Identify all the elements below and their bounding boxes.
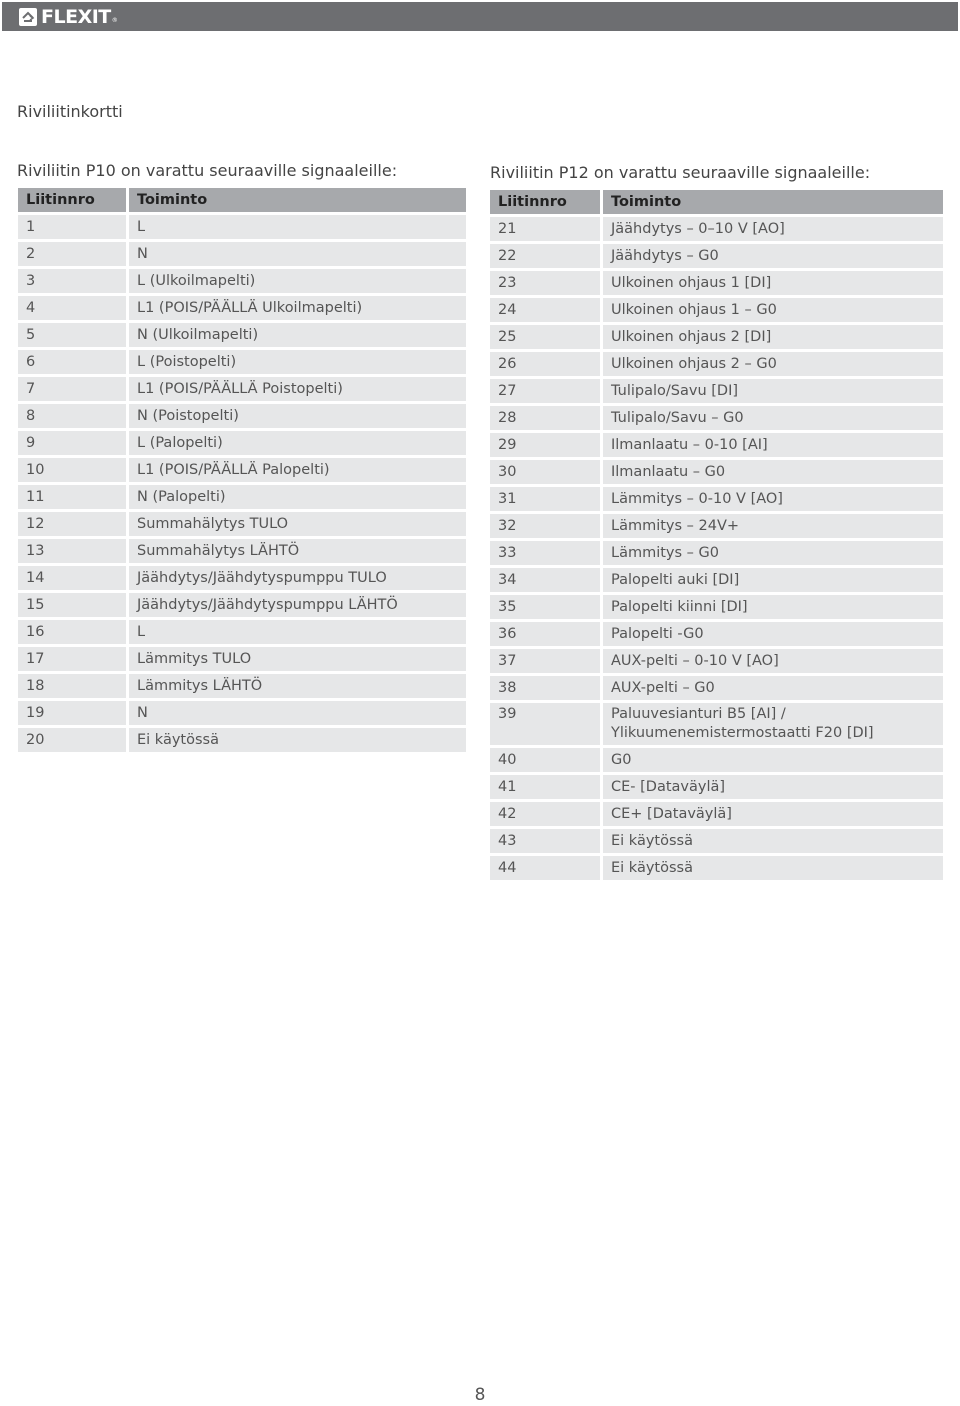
table-row [18, 269, 466, 293]
table-row [18, 296, 466, 320]
terminal-number: 34 [490, 568, 603, 592]
table-row [490, 802, 943, 826]
terminal-function: CE- [Dataväylä] [603, 775, 943, 799]
table-row [18, 323, 466, 347]
table-row [18, 512, 466, 536]
table-row [490, 433, 943, 457]
terminal-number: 11 [18, 485, 129, 509]
table-row [18, 485, 466, 509]
terminal-function: L1 (POIS/PÄÄLLÄ Palopelti) [129, 458, 466, 482]
terminal-function: Tulipalo/Savu – G0 [603, 406, 943, 430]
terminal-function: Jäähdytys/Jäähdytyspumppu LÄHTÖ [129, 593, 466, 617]
table-row [490, 856, 943, 880]
terminal-function: Lämmitys TULO [129, 647, 466, 671]
terminal-number: 1 [18, 215, 129, 239]
terminal-number: 18 [18, 674, 129, 698]
terminal-number: 14 [18, 566, 129, 590]
terminal-number: 43 [490, 829, 603, 853]
terminal-function: Tulipalo/Savu [DI] [603, 379, 943, 403]
terminal-function [603, 703, 943, 745]
terminal-function: L [129, 620, 466, 644]
page-number: 8 [474, 1385, 486, 1405]
terminal-function: Jäähdytys/Jäähdytyspumppu TULO [129, 566, 466, 590]
table-row [490, 676, 943, 700]
terminal-number: 15 [18, 593, 129, 617]
table-row [490, 748, 943, 772]
table-row [490, 271, 943, 295]
terminal-function: Lämmitys – 24V+ [603, 514, 943, 538]
table-row [18, 377, 466, 401]
table-row [18, 404, 466, 428]
p10-col-function: Toiminto [129, 188, 466, 212]
table-row [18, 674, 466, 698]
terminal-function: Ulkoinen ohjaus 1 [DI] [603, 271, 943, 295]
terminal-function: AUX-pelti – 0-10 V [AO] [603, 649, 943, 673]
table-row [490, 568, 943, 592]
terminal-number: 31 [490, 487, 603, 511]
terminal-number: 13 [18, 539, 129, 563]
terminal-function: Ei käytössä [129, 728, 466, 752]
p10-table [18, 185, 466, 755]
terminal-number: 35 [490, 595, 603, 619]
table-row [490, 298, 943, 322]
terminal-function: Ulkoinen ohjaus 2 – G0 [603, 352, 943, 376]
p12-caption: Riviliitin P12 on varattu seuraaville signaaleille: [490, 163, 871, 182]
terminal-number: 40 [490, 748, 603, 772]
terminal-number: 2 [18, 242, 129, 266]
terminal-number: 28 [490, 406, 603, 430]
section-title: Riviliitinkortti [17, 102, 123, 121]
table-row [18, 215, 466, 239]
terminal-function: G0 [603, 748, 943, 772]
p10-header-row [18, 188, 466, 212]
table-row [490, 541, 943, 565]
table-row [18, 728, 466, 752]
table-row [18, 566, 466, 590]
terminal-number: 3 [18, 269, 129, 293]
terminal-function: N (Ulkoilmapelti) [129, 323, 466, 347]
table-row [490, 379, 943, 403]
table-row [490, 649, 943, 673]
p12-header-row [490, 190, 943, 214]
terminal-number: 20 [18, 728, 129, 752]
table-row [490, 352, 943, 376]
terminal-function: Ilmanlaatu – 0-10 [AI] [603, 433, 943, 457]
terminal-number: 41 [490, 775, 603, 799]
terminal-function: Lämmitys – 0-10 V [AO] [603, 487, 943, 511]
p12-col-number: Liitinnro [490, 190, 603, 214]
function-line: Paluuvesianturi B5 [AI] / [611, 706, 786, 722]
table-row [490, 244, 943, 268]
table-row [18, 242, 466, 266]
terminal-function: Ei käytössä [603, 829, 943, 853]
terminal-number: 44 [490, 856, 603, 880]
table-row [18, 350, 466, 374]
p10-col-number: Liitinnro [18, 188, 129, 212]
terminal-function: Summahälytys LÄHTÖ [129, 539, 466, 563]
table-row [490, 217, 943, 241]
table-row [18, 593, 466, 617]
table-row [18, 539, 466, 563]
table-row [490, 775, 943, 799]
brand-name: FLEXIT [41, 6, 111, 28]
table-row [18, 431, 466, 455]
terminal-function: Ei käytössä [603, 856, 943, 880]
table-row [490, 406, 943, 430]
terminal-number: 37 [490, 649, 603, 673]
terminal-number: 42 [490, 802, 603, 826]
terminal-function: Palopelti kiinni [DI] [603, 595, 943, 619]
terminal-number: 19 [18, 701, 129, 725]
terminal-number: 38 [490, 676, 603, 700]
top-bar [2, 2, 958, 31]
terminal-number: 29 [490, 433, 603, 457]
terminal-function: L1 (POIS/PÄÄLLÄ Ulkoilmapelti) [129, 296, 466, 320]
terminal-function: L [129, 215, 466, 239]
terminal-function: L (Palopelti) [129, 431, 466, 455]
table-row [490, 622, 943, 646]
terminal-number: 21 [490, 217, 603, 241]
terminal-number: 36 [490, 622, 603, 646]
terminal-number: 33 [490, 541, 603, 565]
terminal-number: 8 [18, 404, 129, 428]
flexit-logo-icon [18, 7, 38, 27]
terminal-number: 25 [490, 325, 603, 349]
terminal-function: L (Poistopelti) [129, 350, 466, 374]
terminal-number: 4 [18, 296, 129, 320]
terminal-number: 27 [490, 379, 603, 403]
table-row [18, 701, 466, 725]
terminal-function: CE+ [Dataväylä] [603, 802, 943, 826]
table-row [490, 595, 943, 619]
table-row [490, 487, 943, 511]
table-row [18, 647, 466, 671]
terminal-number: 26 [490, 352, 603, 376]
terminal-function: N (Poistopelti) [129, 404, 466, 428]
terminal-function: L1 (POIS/PÄÄLLÄ Poistopelti) [129, 377, 466, 401]
table-row [490, 829, 943, 853]
terminal-number: 16 [18, 620, 129, 644]
terminal-function: Palopelti -G0 [603, 622, 943, 646]
terminal-number: 39 [490, 703, 603, 745]
function-line: Ylikuumenemistermostaatti F20 [DI] [611, 725, 874, 741]
terminal-function: Lämmitys LÄHTÖ [129, 674, 466, 698]
table-row [490, 514, 943, 538]
table-row [18, 458, 466, 482]
terminal-function: Ulkoinen ohjaus 1 – G0 [603, 298, 943, 322]
terminal-function: Summahälytys TULO [129, 512, 466, 536]
terminal-function: Ulkoinen ohjaus 2 [DI] [603, 325, 943, 349]
table-row [490, 325, 943, 349]
terminal-function: Jäähdytys – 0–10 V [AO] [603, 217, 943, 241]
brand-logo [18, 7, 118, 27]
terminal-number: 5 [18, 323, 129, 347]
terminal-function: Palopelti auki [DI] [603, 568, 943, 592]
terminal-function: N [129, 242, 466, 266]
terminal-function: Jäähdytys – G0 [603, 244, 943, 268]
terminal-number: 10 [18, 458, 129, 482]
terminal-number: 12 [18, 512, 129, 536]
terminal-function: N (Palopelti) [129, 485, 466, 509]
terminal-function: Lämmitys – G0 [603, 541, 943, 565]
terminal-function: AUX-pelti – G0 [603, 676, 943, 700]
terminal-function: N [129, 701, 466, 725]
terminal-function: Ilmanlaatu – G0 [603, 460, 943, 484]
terminal-number: 7 [18, 377, 129, 401]
terminal-number: 32 [490, 514, 603, 538]
terminal-number: 24 [490, 298, 603, 322]
terminal-number: 22 [490, 244, 603, 268]
table-row [490, 703, 943, 745]
terminal-number: 23 [490, 271, 603, 295]
registered-mark: ® [111, 17, 118, 24]
p12-col-function: Toiminto [603, 190, 943, 214]
terminal-number: 9 [18, 431, 129, 455]
table-row [490, 460, 943, 484]
terminal-number: 30 [490, 460, 603, 484]
table-row [18, 620, 466, 644]
p12-table [490, 187, 943, 883]
p10-caption: Riviliitin P10 on varattu seuraaville signaaleille: [17, 161, 398, 180]
terminal-number: 17 [18, 647, 129, 671]
terminal-number: 6 [18, 350, 129, 374]
terminal-function: L (Ulkoilmapelti) [129, 269, 466, 293]
